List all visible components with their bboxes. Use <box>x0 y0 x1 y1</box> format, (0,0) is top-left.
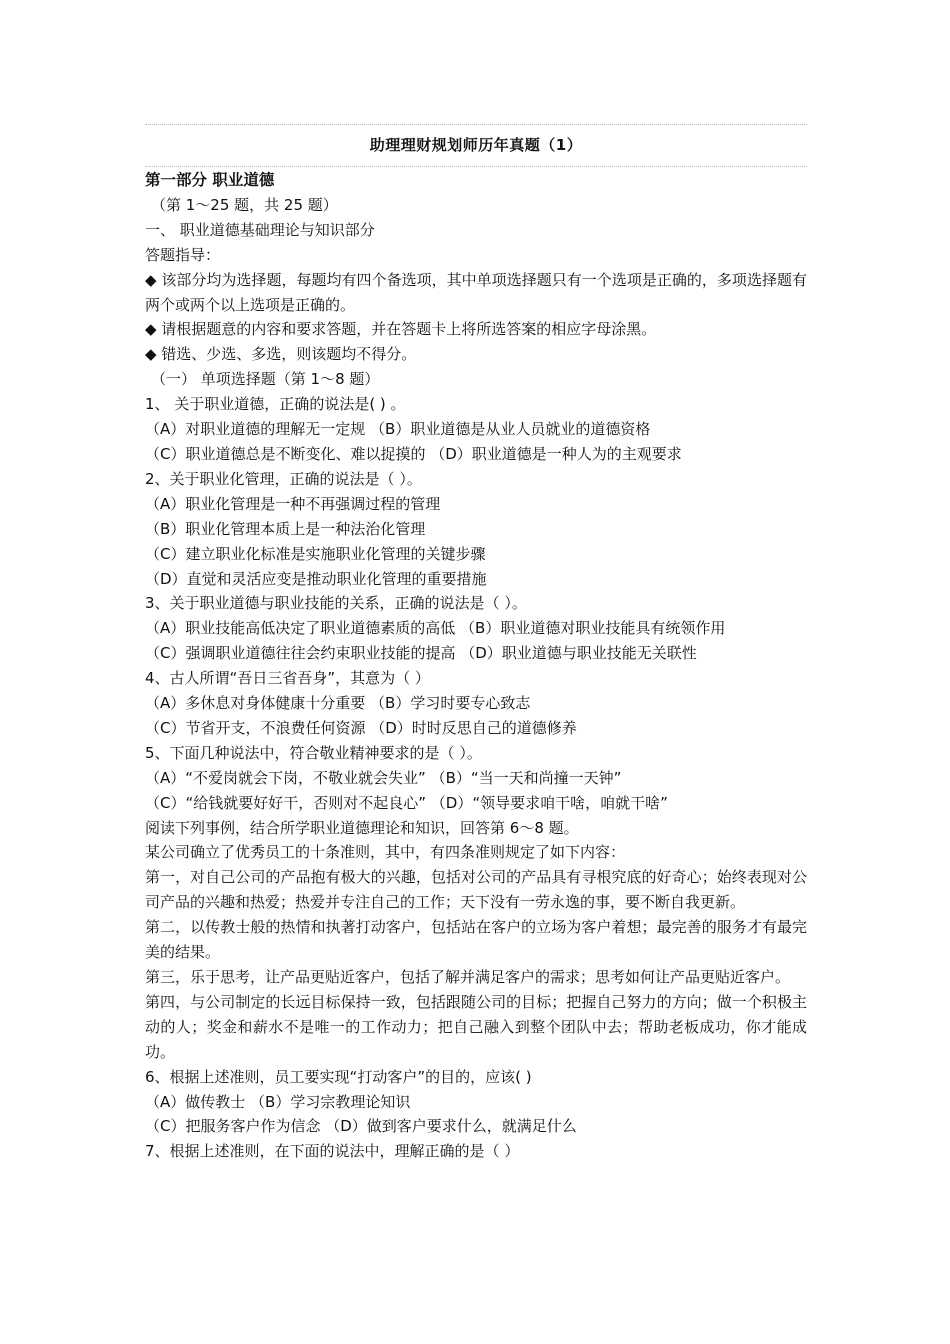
answer-options: （A）“不爱岗就会下岗，不敬业就会失业” （B）“当一天和尚撞一天钟” <box>145 768 622 787</box>
top-divider <box>145 124 807 125</box>
answer-options: （C）职业道德总是不断变化、难以捉摸的 （D）职业道德是一种人为的主观要求 <box>145 444 682 463</box>
question-stem: 4、古人所谓“吾日三省吾身”，其意为（ ） <box>145 669 430 688</box>
answer-option: （A）职业化管理是一种不再强调过程的管理 <box>145 494 441 513</box>
case-rule-1: 第一，对自己公司的产品抱有极大的兴趣，包括对公司的产品具有寻根究底的好奇心；始终表现对公司产品的兴趣和热爱；热爱并专注自己的工作；天下没有一劳永逸的事，要不断自我更新。 <box>145 868 807 912</box>
answer-options: （A）多休息对身体健康十分重要 （B）学习时要专心致志 <box>145 694 531 713</box>
single-choice-heading: （一） 单项选择题（第 1～8 题） <box>151 370 380 389</box>
question-range-note: （第 1～25 题，共 25 题） <box>151 195 338 214</box>
title-divider <box>145 166 807 167</box>
case-rule-4: 第四，与公司制定的长远目标保持一致，包括跟随公司的目标；把握自己努力的方向；做一个积极主动的人；奖金和薪水不是唯一的工作动力；把自己融入到整个团队中去；帮助老板成功，你才能成功。 <box>145 992 807 1061</box>
answer-option: （D）直觉和灵活应变是推动职业化管理的重要措施 <box>145 569 487 588</box>
guide-label: 答题指导： <box>145 245 221 264</box>
question-stem: 5、下面几种说法中，符合敬业精神要求的是（ ）。 <box>145 743 482 762</box>
case-rule-2: 第二，以传教士般的热情和执著打动客户，包括站在客户的立场为客户着想；最完善的服务才有最完美的结果。 <box>145 918 807 962</box>
case-intro: 某公司确立了优秀员工的十条准则，其中，有四条准则规定了如下内容： <box>145 843 626 862</box>
section-heading: 第一部分 职业道德 <box>145 171 275 189</box>
answer-option: （C）建立职业化标准是实施职业化管理的关键步骤 <box>145 544 486 563</box>
answer-options: （A）对职业道德的理解无一定规 （B）职业道德是从业人员就业的道德资格 <box>145 420 651 439</box>
case-rule-3: 第三，乐于思考，让产品更贴近客户，包括了解并满足客户的需求；思考如何让产品更贴近客户。 <box>145 968 791 986</box>
answer-options: （C）节省开支，不浪费任何资源 （D）时时反思自己的道德修养 <box>145 718 577 737</box>
question-stem: 3、关于职业道德与职业技能的关系，正确的说法是（ ）。 <box>145 594 527 613</box>
document-body <box>145 168 807 1164</box>
part-heading: 一、 职业道德基础理论与知识部分 <box>145 220 375 239</box>
instruction-item: ◆ 错选、少选、多选，则该题均不得分。 <box>145 345 417 364</box>
question-stem: 6、根据上述准则，员工要实现“打动客户”的目的，应该( ) <box>145 1067 532 1086</box>
answer-options: （C）强调职业道德往往会约束职业技能的提高 （D）职业道德与职业技能无关联性 <box>145 644 697 663</box>
question-stem: 7、根据上述准则，在下面的说法中，理解正确的是（ ） <box>145 1142 520 1161</box>
question-stem: 2、关于职业化管理，正确的说法是（ ）。 <box>145 469 422 488</box>
instruction-item: ◆ 请根据题意的内容和要求答题，并在答题卡上将所选答案的相应字母涂黑。 <box>145 320 657 339</box>
answer-options: （C）“给钱就要好好干，否则对不起良心” （D）“领导要求咱干啥，咱就干啥” <box>145 793 668 812</box>
instruction-item: ◆ 该部分均为选择题，每题均有四个备选项，其中单项选择题只有一个选项是正确的，多项选择题有两个或两个以上选项是正确的。 <box>145 270 807 314</box>
answer-options: （C）把服务客户作为信念 （D）做到客户要求什么，就满足什么 <box>145 1117 577 1136</box>
question-stem: 1、 关于职业道德，正确的说法是( ) 。 <box>145 395 406 414</box>
document-title: 助理理财规划师历年真题（1） <box>369 136 583 154</box>
answer-options: （A）职业技能高低决定了职业道德素质的高低 （B）职业道德对职业技能具有统领作用 <box>145 619 726 638</box>
answer-options: （A）做传教士 （B）学习宗教理论知识 <box>145 1092 411 1111</box>
reading-instruction: 阅读下列事例，结合所学职业道德理论和知识，回答第 6～8 题。 <box>145 818 579 837</box>
answer-option: （B）职业化管理本质上是一种法治化管理 <box>145 519 426 538</box>
